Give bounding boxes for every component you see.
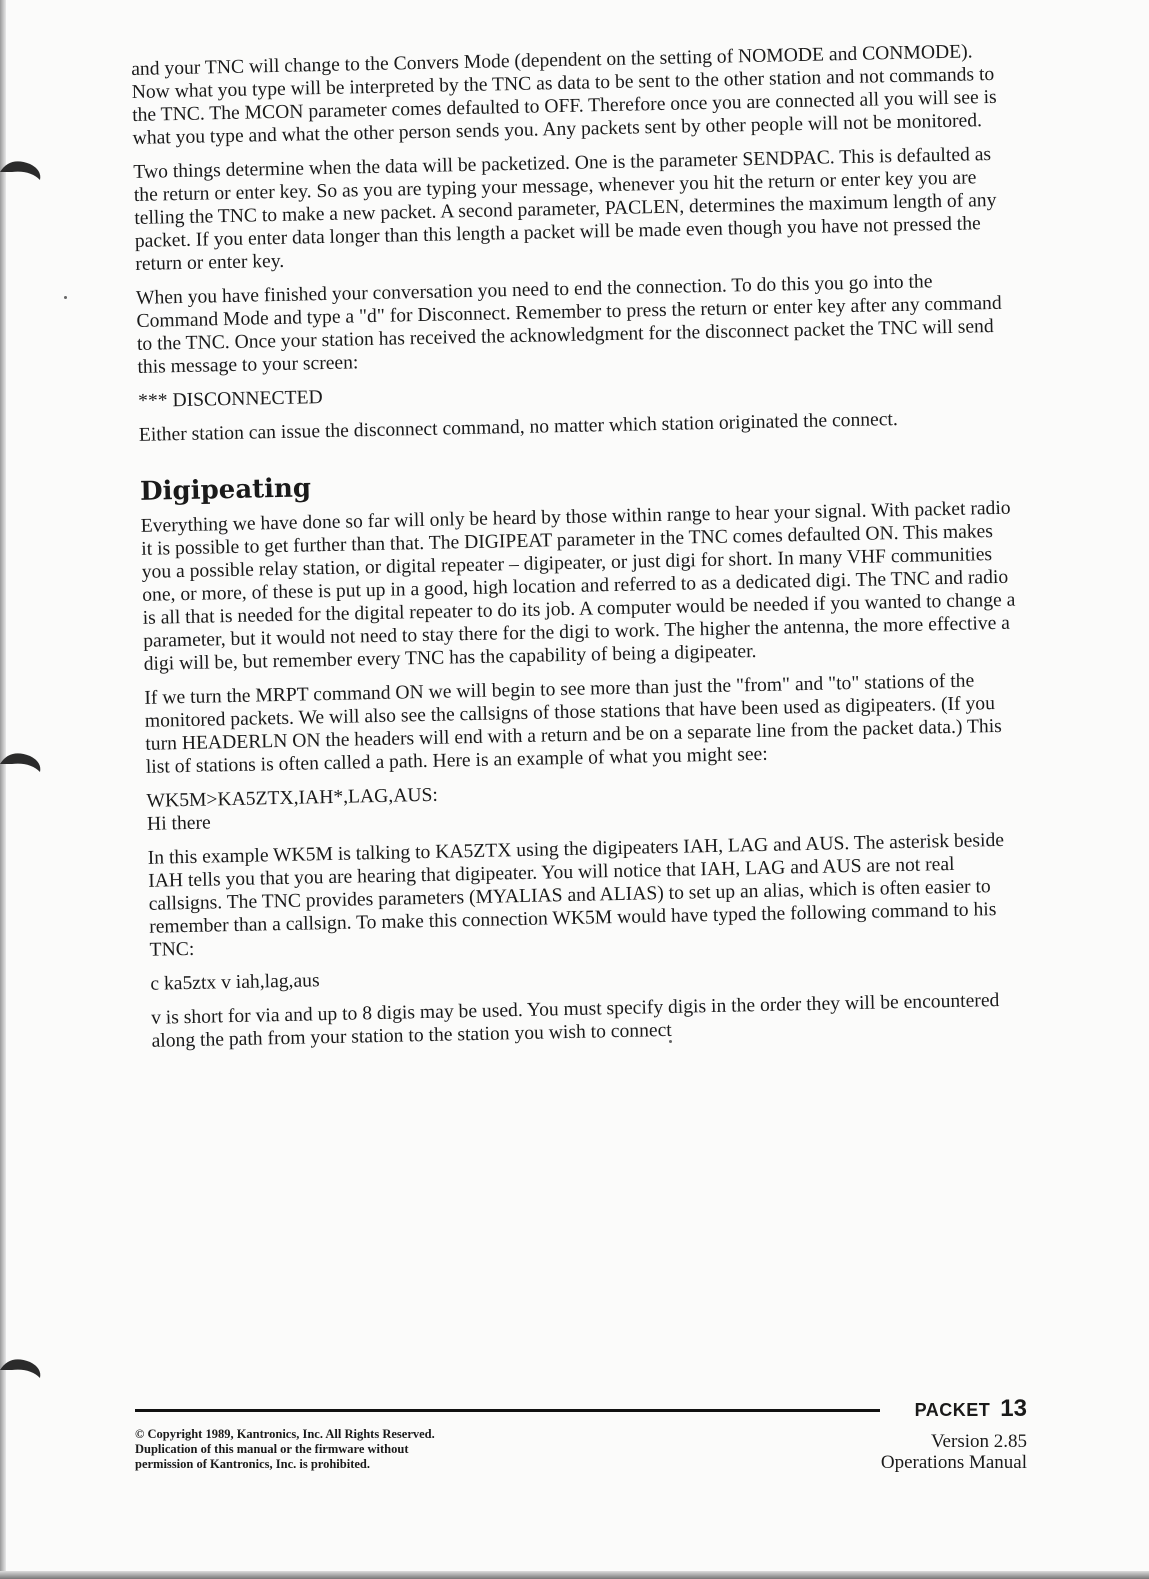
copyright-notice — [135, 1427, 595, 1472]
paragraph-packetizing: Two things determine when the data will be packetized. One is the parameter SENDPAC. This is defaulted as the return or enter key. So as you are typing your message, whenever you hit the return or enter key you are telling the TNC to make a new packet. A second parameter, PACLEN, determines the maximum length of any packet. If you enter data longer than this length a packet will be made even though you have not pressed the return or enter key. — [133, 144, 997, 275]
manual-title: Operations Manual — [880, 1452, 1027, 1473]
section-heading: Digipeating — [139, 473, 312, 507]
paragraph-example-explanation: In this example WK5M is talking to KA5ZTX using the digipeaters IAH, LAG and AUS. The asterisk beside IAH tells you that you are hearing that digipeater. You will notice that IAH, LAG and AUS are not real callsigns. The TNC provides parameters (MYALIAS and ALIAS) to set up an alias, which is often easier to remember than a callsign. To make this connection WK5M would have typed the following command to his TNC: — [147, 829, 1005, 961]
binder-hole-shadow — [0, 1348, 46, 1388]
binder-hole-shadow — [0, 742, 46, 782]
paragraph-digipeat: Everything we have done so far will only be heard by those within range to hear your signal. With packet radio it is possible to get further than that. The DIGIPEAT parameter in the TNC comes defaulted ON. This makes you a possible relay station, or digital repeater – digipeater, or just digi for short. In many VHF communities one, or more, of these is put up in a good, high location and referred to as a dedicated digi. The TNC and radio is all that is needed for the digital repeater to do its job. A computer would be needed if you wanted to change a parameter, but it would not need to stay there for the digi to work. The higher the antenna, the more effective a digi will be, but remember every TNC has the capability of being a digipeater. — [140, 497, 1016, 675]
page-left-edge — [0, 0, 6, 1579]
footer-rule — [135, 1409, 880, 1412]
copyright-line: permission of Kantronics, Inc. is prohibited. — [135, 1457, 370, 1471]
paragraph-disconnect: When you have finished your conversation you need to end the connection. To do this you go into the Command Mode and type a "d" for Disconnect. Remember to press the return or enter key after any command to the TNC. Once your station has received the acknowledgment for the disconnect packet the TNC will send this message to your screen: — [135, 271, 1002, 378]
copyright-line: Duplication of this manual or the firmware without — [135, 1442, 409, 1456]
section-name: PACKET — [914, 1400, 991, 1420]
manual-version — [881, 1431, 1027, 1473]
example-message-line: Hi there — [146, 812, 211, 835]
paragraph-either-station: Either station can issue the disconnect command, no matter which station originated the connect. — [138, 409, 899, 446]
disconnected-message: *** DISCONNECTED — [137, 387, 323, 412]
page-number: 13 — [1000, 1395, 1027, 1422]
scan-speck — [64, 296, 67, 299]
paragraph-convers-mode: and your TNC will change to the Convers Mode (dependent on the setting of NOMODE and CONMODE). Now what you type will be interpreted by the TNC as data to be sent to the other station and not commands to the TNC. The MCON parameter comes defaulted to OFF. Therefore once you are connected all you will see is what you type and what the other person sends you. Any packets sent by other people will not be monitored. — [131, 41, 997, 149]
binder-hole-shadow — [0, 150, 46, 190]
copyright-line: © Copyright 1989, Kantronics, Inc. All Rights Reserved. — [135, 1427, 435, 1441]
example-path-line: WK5M>KA5ZTX,IAH*,LAG,AUS: — [146, 784, 439, 812]
paragraph-via: v is short for via and up to 8 digis may be used. You must specify digis in the order they will be encountered along the path from your station to the station you wish to connect — [150, 990, 1000, 1052]
footer-section-label — [915, 1395, 1027, 1423]
version-text: Version 2.85 — [930, 1431, 1027, 1452]
page-body — [131, 40, 1032, 1064]
paragraph-mrpt: If we turn the MRPT command ON we will begin to see more than just the "from" and "to" stations of the monitored packets. We will also see the callsigns of those stations that have been used as digipeaters. (If you turn HEADERLN ON the headers will end with a return and be on a separate line from the packet data.) This list of stations is often called a path. Here is an example of what you might see: — [144, 670, 1003, 778]
example-command: c ka5ztx v iah,lag,aus — [150, 970, 320, 995]
page-bottom-edge — [0, 1571, 1149, 1579]
